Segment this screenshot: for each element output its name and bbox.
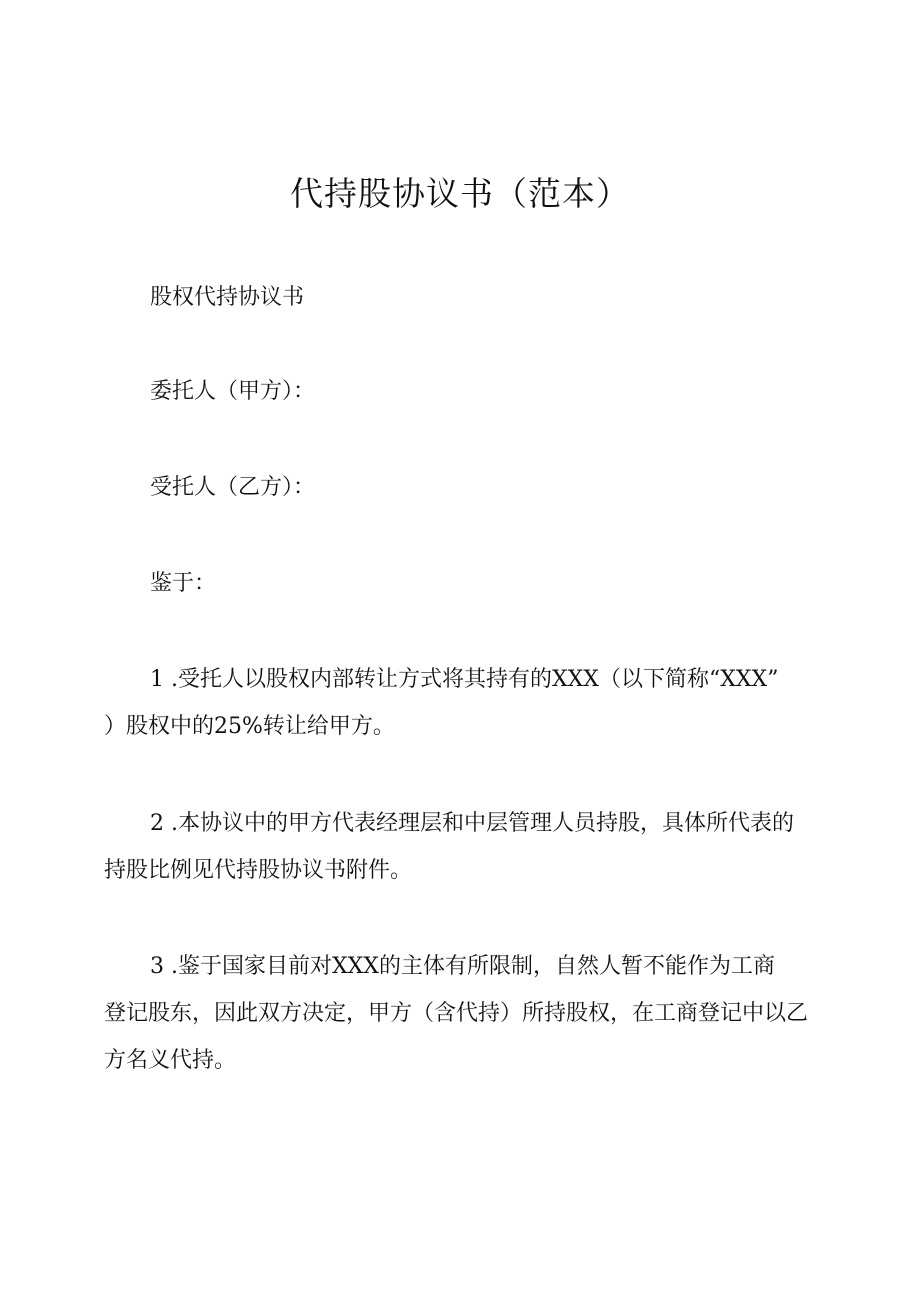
document-title: 代持股协议书（范本） bbox=[290, 174, 630, 213]
clause-3 bbox=[104, 943, 820, 1084]
clause-3-line-2: 登记股东，因此双方决定，甲方（含代持）所持股权，在工商登记中以乙 bbox=[104, 1001, 809, 1026]
clause-3-line-3: 方名义代持。 bbox=[104, 1048, 237, 1073]
party-a-label: 委托人（甲方）： bbox=[150, 379, 316, 404]
clause-2-line-1: 2 .本协议中的甲方代表经理层和中层管理人员持股，具体所代表的 bbox=[150, 811, 794, 836]
clause-3-line-1: 3 .鉴于国家目前对XXX的主体有所限制，自然人暂不能作为工商 bbox=[150, 954, 775, 979]
clause-2-line-2: 持股比例见代持股协议书附件。 bbox=[104, 858, 413, 883]
whereas-label: 鉴于： bbox=[150, 571, 217, 596]
party-b-label: 受托人（乙方）： bbox=[150, 475, 316, 500]
clause-1-line-2: ）股权中的25%转让给甲方。 bbox=[104, 714, 395, 739]
clause-1 bbox=[104, 656, 820, 750]
clause-1-line-1: 1 .受托人以股权内部转让方式将其持有的XXX（以下简称“XXX” bbox=[150, 667, 779, 692]
clause-2 bbox=[104, 800, 820, 894]
agreement-heading: 股权代持协议书 bbox=[150, 285, 305, 310]
